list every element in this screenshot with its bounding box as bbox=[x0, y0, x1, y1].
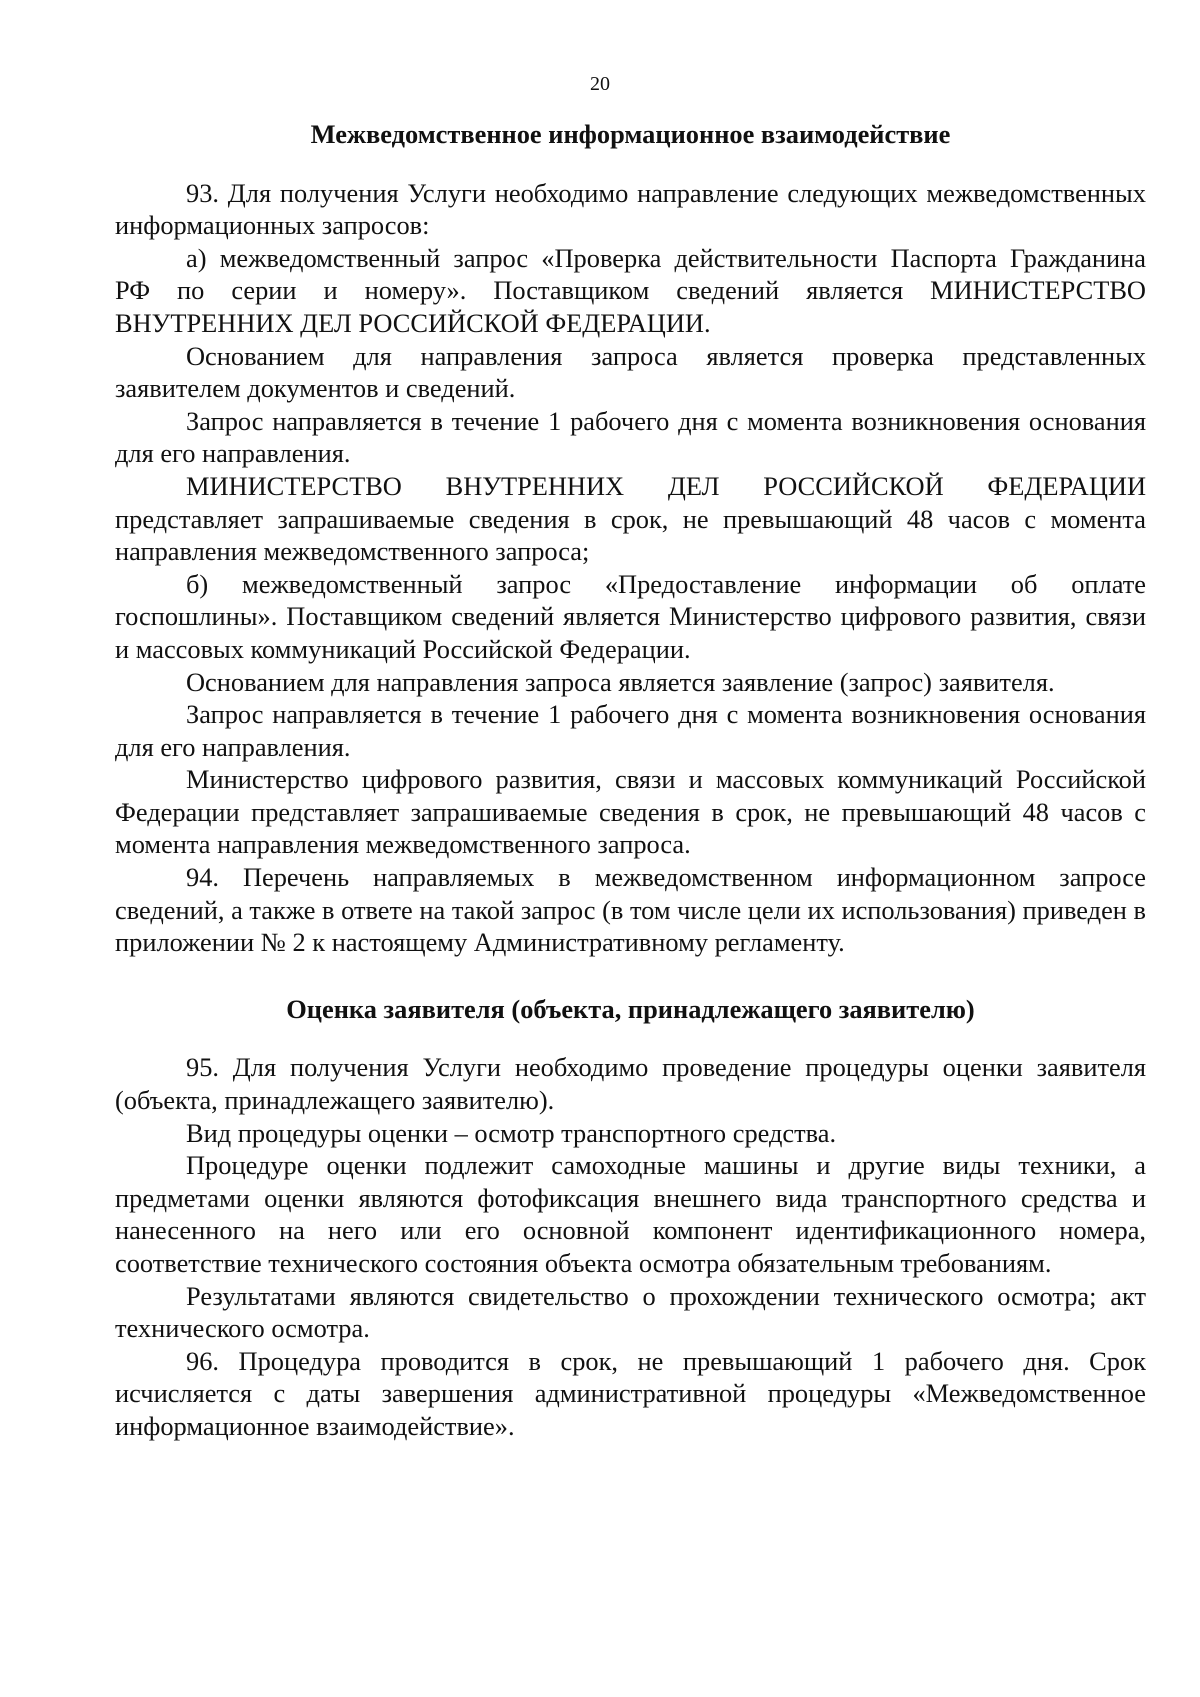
paragraph-94: 94. Перечень направляемых в межведомственном информационном запросе сведений, а также в ответе на такой запрос (в том числе цели их использования) приведен в приложении № 2 к настоящему Административному регламенту. bbox=[115, 862, 1146, 958]
paragraph-93a: а) межведомственный запрос «Проверка действительности Паспорта Гражданина РФ по серии и номеру». Поставщиком сведений является МИНИСТЕРСТВО ВНУТРЕННИХ ДЕЛ РОССИЙСКОЙ ФЕДЕРАЦИИ. bbox=[115, 242, 1146, 338]
paragraph-93a-provider: МИНИСТЕРСТВО ВНУТРЕННИХ ДЕЛ РОССИЙСКОЙ ФЕДЕРАЦИИ представляет запрашиваемые сведения в срок, не превышающий 48 часов с момента направления межведомственного запроса; bbox=[115, 470, 1146, 567]
paragraph-96: 96. Процедура проводится в срок, не превышающий 1 рабочего дня. Срок исчисляется с даты завершения административной процедуры «Межведомственное информационное взаимодействие». bbox=[115, 1345, 1146, 1441]
paragraph-95-type: Вид процедуры оценки – осмотр транспортного средства. bbox=[186, 1117, 837, 1148]
paragraph-93b: б) межведомственный запрос «Предоставление информации об оплате госпошлины». Поставщиком сведений является Министерство цифрового развития, связи и массовых коммуникаций Российской Федерации. bbox=[115, 568, 1146, 664]
paragraph-93b-basis: Основанием для направления запроса является заявление (запрос) заявителя. bbox=[186, 666, 1055, 697]
document-body bbox=[115, 118, 1146, 1443]
paragraph-93a-basis: Основанием для направления запроса является проверка представленных заявителем документов и сведений. bbox=[115, 340, 1146, 404]
page-number: 20 bbox=[590, 73, 610, 95]
paragraph-95-results: Результатами являются свидетельство о прохождении технического осмотра; акт технического осмотра. bbox=[115, 1280, 1146, 1344]
paragraph-93a-term: Запрос направляется в течение 1 рабочего дня с момента возникновения основания для его направления. bbox=[115, 405, 1146, 469]
paragraph-93b-provider: Министерство цифрового развития, связи и массовых коммуникаций Российской Федерации представляет запрашиваемые сведения в срок, не превышающий 48 часов с момента направления межведомственного запроса. bbox=[115, 764, 1146, 860]
paragraph-93b-term: Запрос направляется в течение 1 рабочего дня с момента возникновения основания для его направления. bbox=[115, 699, 1146, 762]
paragraph-95-subject: Процедуре оценки подлежит самоходные машины и другие виды техники, а предметами оценки являются фотофиксация внешнего вида транспортного средства и нанесенного на него или его основной компонент идентификационного номера, соответствие технического состояния объекта осмотра обязательным требованиям. bbox=[115, 1150, 1146, 1278]
paragraph-95: 95. Для получения Услуги необходимо проведение процедуры оценки заявителя (объекта, принадлежащего заявителю). bbox=[115, 1052, 1146, 1116]
section-heading-assessment: Оценка заявителя (объекта, принадлежащего заявителю) bbox=[286, 993, 975, 1024]
section-heading-interagency: Межведомственное информационное взаимодействие bbox=[310, 119, 951, 149]
paragraph-93: 93. Для получения Услуги необходимо направление следующих межведомственных информационных запросов: bbox=[115, 177, 1146, 241]
